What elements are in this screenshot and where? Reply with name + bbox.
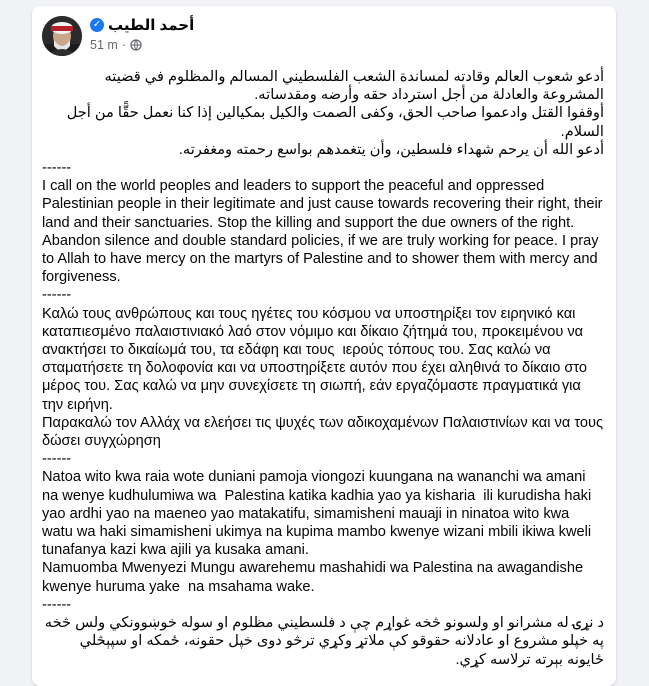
- post-paragraph-sw-1: Natoa wito kwa raia wote duniani pamoja viongozi kuungana na wananchi wa amani na wenye kudhulumiwa wa Palestina katika kadhia yao ya kisharia ili kurudisha haki yao ardhi yao na maeneo yao matakatifu, simamisheni mauaji in ninatoa wito kwa watu wa haki simamisheni ukimya na kupima mambo kwenye wizani mbili ikiwa kweli tunafanya kazi kwa ajili ya kusaka amani.: [42, 469, 596, 559]
- post-paragraph-el-1: Καλώ τους ανθρώπους και τους ηγέτες του κόσμου να υποστηρίξει τον ειρηνικό και καταπιεσμένο παλαιστινιακό λαό στον νόμιμο και δίκαιο ζήτημά του, προκειμένου να ανακτήσει το δικαίωμά του, τα εδάφη και τους ιερούς τόπους του. Σας καλώ να σταματήσετε τη δολοφονία και να υποστηρίξετε αυτόν που έχει αληθινά το δίκαιο στο μέρος του. Σας καλώ να μην συνεχίσετε τη σιωπή, εάν εργαζόμαστε πραγματικά για την ειρήνη.: [42, 305, 592, 413]
- post-header: [32, 6, 616, 62]
- post-card: [32, 6, 616, 686]
- post-meta: [90, 38, 142, 52]
- post-paragraph-ar-1: أدعو شعوب العالم وقادته لمساندة الشعب الفلسطيني المسالم والمظلوم في قضيته المشروعة والعادلة من أجل استرداد حقه وأرضه ومقدساته.: [100, 69, 604, 104]
- globe-icon[interactable]: [130, 39, 142, 51]
- author-line: [90, 16, 194, 34]
- separator-1: ------: [42, 160, 72, 177]
- post-paragraph-sw-2: Namuomba Mwenyezi Mungu awarehemu mashahidi wa Palestina na awagandishe kwenye huruma yake na msahama wake.: [42, 560, 588, 595]
- post-paragraph-en: I call on the world peoples and leaders to support the peaceful and oppressed Palestinian people in their legitimate and just cause towards recovering their right, their land and their sanctuaries. Stop the killing and support the due owners of the right. Abandon silence and double standard policies, if we are truly working for peace. I pray to Allah to have mercy on the martyrs of Palestine and to shower them with mercy and forgiveness.: [42, 178, 607, 286]
- post-timestamp[interactable]: 51 m: [90, 38, 118, 52]
- post-paragraph-ar-3: أدعو الله أن يرحم شهداء فلسطين، وأن يتغمدهم بواسع رحمته ومغفرته.: [178, 141, 604, 158]
- meta-separator: ·: [121, 38, 126, 52]
- separator-3: ------: [42, 451, 72, 468]
- author-name[interactable]: أحمد الطيب: [108, 17, 195, 34]
- post-paragraph-ar-2: أوقفوا القتل وادعموا صاحب الحق، وكفى الصمت والكيل بمكيالين إذا كنا نعمل حقًّا من أجل السلام.: [62, 105, 604, 140]
- author-avatar[interactable]: [42, 16, 82, 56]
- post-body: [40, 68, 608, 669]
- separator-2: ------: [42, 287, 72, 304]
- separator-4: ------: [42, 596, 72, 613]
- verified-badge-icon: ✓: [90, 18, 104, 32]
- avatar-image: [42, 16, 82, 56]
- post-paragraph-el-2: Παρακαλώ τον Αλλάχ να ελεήσει τις ψυχές των αδικοχαμένων Παλαιστινίων και να τους δώσει συγχώρηση: [42, 414, 608, 450]
- post-paragraph-ps-1: د نړۍ له مشرانو او ولسونو څخه غواړم چې د فلسطيني مظلوم او سوله خوښوونکي ولس څخه په خپلو مشروع او عادلانه حقوقو کې ملاتړ وکړي ترڅو دوی خپل حقونه، ځمکه او سپېڅلي ځايونه بېرته ترلاسه کړي.: [40, 615, 604, 668]
